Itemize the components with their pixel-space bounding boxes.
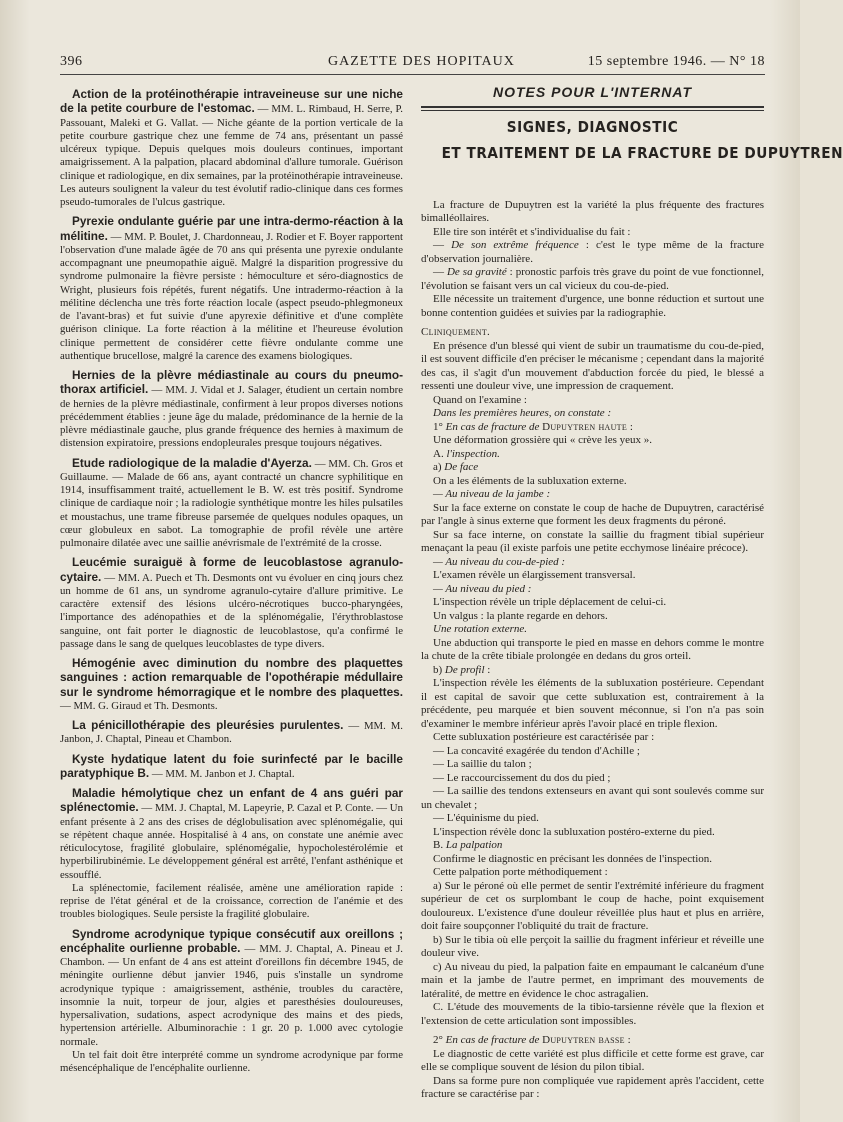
abstract-title: Kyste hydatique latent du foie surinfecté par le bacille paratyphique B. xyxy=(60,751,403,780)
abstract-title: Syndrome acrodynique typique consécutif aux oreillons ; encéphalite ourlienne probable. xyxy=(60,926,403,955)
emphasis: En cas de fracture de xyxy=(445,1034,540,1046)
paragraph: a) De face xyxy=(433,461,479,473)
paragraph: L'inspection révèle donc la subluxation postéro-externe du pied. xyxy=(433,825,715,838)
abstract xyxy=(60,215,403,363)
paragraph: On a les éléments de la subluxation externe. xyxy=(433,474,627,487)
abstract xyxy=(60,719,403,747)
paragraph: B. La palpation xyxy=(433,839,503,851)
emphasis: — Au niveau du cou-de-pied : xyxy=(433,555,566,568)
abstract-title: Leucémie suraiguë à forme de leucoblastose agranulo-cytaire. xyxy=(60,555,403,584)
article-title-line2: ET TRAITEMENT DE LA FRACTURE DE DUPUYTREN xyxy=(441,143,843,162)
paragraph xyxy=(421,623,764,637)
page-header xyxy=(60,54,765,74)
emphasis: La palpation xyxy=(445,839,503,851)
paragraph: L'inspection révèle les éléments de la subluxation postérieure. Cependant il est capital de savoir que cette subluxation est, contrairement à la précédente, peu marquée et bien souvent méconnue, si l'on n'a pas soin d'examiner le membre inférieur après l'avoir placé en triple flexion. xyxy=(421,677,764,730)
abstract-body: — MM. A. Puech et Th. Desmonts ont vu évoluer en cinq jours chez un homme de 61 ans, un syndrome agranulo-cytaire d'allure primitive. Le caractère extensif des lésions ulcéro-nécrotiques bucco-pharyngées, l'importance des adénopathies et de la splénomégalie, l'érythroblastose sanguine, ont fait porter le diagnostic de leucoblastose, qu'a confirmé le passage dans le sang de quelques leucoblastes de type divers. xyxy=(60,571,404,650)
paragraph: — La concavité exagérée du tendon d'Achille ; xyxy=(433,744,640,757)
emphasis: Une rotation externe. xyxy=(433,623,527,635)
abstract xyxy=(60,928,403,1049)
abstract-body: — MM. J. Chaptal, A. Pineau et J. Chambon. — Un enfant de 4 ans est atteint d'oreillons fin décembre 1945, de méningite ourlienne début janvier 1946, puis s'installe un syndrome acrodynique typique : amaigrissement, asthénie, troubles du caractère, insomnie la nuit, torpeur de jour, algies et paresthésies douloureuses, hypersalivation, sudations, aspect acrodynique des mains et des pieds, hypertension artérielle. Albuminorachie : 1 gr. 20 p. 1.000 avec cytologie normale. xyxy=(60,942,403,1048)
emphasis: De profil xyxy=(444,663,485,676)
paragraph: L'examen révèle un élargissement transversal. xyxy=(433,569,636,581)
abstract-body: — MM. P. Boulet, J. Chardonneau, J. Rodier et F. Boyer rapportent l'observation d'une malade âgée de 70 ans qui présenta une pyrexie ondulante accompagnant une pneumopathie aiguë. Malgré la disparition progressive du syndrome pulmonaire la fièvre persiste : hémoculture et séro-diagnostics de Wright, plusieurs fois répétés, furent négatifs. Une intradermo-réaction à la mélitine déclencha une très forte réaction locale (aspect pseudo-phlegmoneux de l'avant-bras) et fut suivie d'une apyrexie définitive et d'une complète guérison clinique. La forte réaction à la mélitine et l'heureuse évolution clinique permettent de considérer cette fièvre ondulante comme une authentique brucellose, malgré la carence des examens biologiques. xyxy=(60,230,403,362)
paragraph: Sur la face externe on constate le coup de hache de Dupuytren, caractérisé par l'angle à sinus externe que forment les deux fragments du péroné. xyxy=(421,501,764,527)
paragraph: En présence d'un blessé qui vient de subir un traumatisme du cou-de-pied, il est souvent difficile d'en préciser le mécanisme ; cependant dans la majorité des cas, il s'agit d'un mouvement d'abduction forcée du pied, le blessé a ressenti une douleur vive, une impression de craquement. xyxy=(421,339,764,392)
paragraph: Le diagnostic de cette variété est plus difficile et cette forme est grave, car elle se complique souvent de lésion du pilon tibial. xyxy=(421,1047,764,1073)
emphasis: De face xyxy=(444,461,479,473)
abstract xyxy=(60,753,403,782)
abstract-title: Maladie hémolytique chez un enfant de 4 ans guéri par splénectomie. xyxy=(60,786,403,815)
paragraph xyxy=(421,488,764,502)
abstract-body: — MM. G. Giraud et Th. Desmonts. xyxy=(60,699,218,712)
emphasis: De sa gravité xyxy=(446,266,507,278)
abstract-body: — MM. M. Janbon et J. Chaptal. xyxy=(151,767,295,780)
paragraph: c) Au niveau du pied, la palpation faite en empaumant le calcanéum d'une main et la jambe de l'autre permet, en imprimant des mouvements de latéralité, de mettre en évidence le choc astragalien. xyxy=(421,960,764,1000)
section-heading: NOTES POUR L'INTERNAT xyxy=(492,84,693,100)
abstract-body: — MM. J. Chaptal, M. Lapeyrie, P. Cazal et P. Conte. — Un enfant présente à 2 ans des crises de déglobulisation avec splénomégalie, qui se répètent chaque année. Hospitalisé à 4 ans, on constate une anémie avec réticulocytose, fragilité globulaire, splénomégalie, hypocholestérolémie et hyperbilirubinémie. Le développement général est arrêté, l'enfant asthénique et essoufflé. xyxy=(60,802,404,881)
abstract-body: — MM. L. Rimbaud, H. Serre, P. Passouant, Maleki et G. Vallat. — Niche géante de la portion verticale de la petite courbure gastrique chez une femme de 74 ans, présentant un passé ulcéreux typique. Depuis quelques mois douleurs continues, important amaigrissement. A la palpation, placard abdominal d'allure tumorale. Guérison clinique et radiologique, en dix semaines, par la protéinothérapie intraveineuse. Les auteurs soulignent la valeur du test évolutif radio-clinique dans ces formes pseudo-tumorales de l'ulcus gastrique. xyxy=(60,103,404,208)
smallcaps: Dupuytren haute xyxy=(542,420,628,433)
abstract xyxy=(60,556,403,651)
emphasis: De son extrême fréquence xyxy=(451,239,579,251)
abstract-continued xyxy=(60,1049,403,1076)
abstract xyxy=(60,457,403,551)
paragraph: La fracture de Dupuytren est la variété la plus fréquente des fractures bimalléollaires. xyxy=(421,198,764,224)
abstract-body: — MM. M. Janbon, J. Chaptal, Pineau et Chambon. xyxy=(60,720,403,746)
paragraph: Confirme le diagnostic en précisant les données de l'inspection. xyxy=(433,852,713,865)
paragraph: Quand on l'examine : xyxy=(433,393,527,406)
right-column xyxy=(421,82,843,1102)
paragraph: Cette palpation porte méthodiquement : xyxy=(433,866,608,878)
paragraph: Elle nécessite un traitement d'urgence, une bonne réduction et surtout une bonne contention guidées et suivies par la radiographie. xyxy=(421,293,764,319)
abstract-body: — MM. Ch. Gros et Guillaume. — Malade de 66 ans, ayant contracté un chancre syphilitique en 1914, insuffisamment traité, actuellement le B. W. est très positif. Syndrome clinique de cardiaque noir ; la radiologie synthétique montre les hiles pulsatiles et moustachus, une trame fibreuse parsemée de quelques nodules opaques, un cœur globuleux en sabot. La tomographie de profil révèle une artère pulmonaire dilatée avec une saillie anévrismale de l'extrémité de la crosse. xyxy=(60,457,404,549)
article-title-line1: SIGNES, DIAGNOSTIC xyxy=(506,117,679,136)
abstract-title: Action de la protéinothérapie intraveineuse sur une niche de la petite courbure de l'estomac. xyxy=(60,87,403,116)
journal-title: GAZETTE DES HOPITAUX xyxy=(328,54,515,69)
subheading-cliniquement: Cliniquement. xyxy=(421,326,491,338)
header-rule xyxy=(60,74,765,75)
paragraph: Une abduction qui transporte le pied en masse en dehors comme le montre la chute de la crête tibiale prolongée en dedans du gros orteil. xyxy=(421,636,764,662)
emphasis: — Au niveau du pied : xyxy=(433,582,532,595)
paragraph: — L'équinisme du pied. xyxy=(433,812,539,824)
section-rule xyxy=(421,106,764,111)
emphasis: — Au niveau de la jambe : xyxy=(433,488,551,500)
paragraph: Une déformation grossière qui « crève les yeux ». xyxy=(433,434,653,446)
paragraph: — De son extrême fréquence : c'est le type même de la fracture d'observation journalière. xyxy=(421,239,764,265)
paragraph: Dans sa forme pure non compliquée vue rapidement après l'accident, cette fracture se caractérise par : xyxy=(421,1074,764,1100)
paragraph: — Le raccourcissement du dos du pied ; xyxy=(433,771,611,784)
left-column xyxy=(60,88,403,1081)
paragraph: b) Sur le tibia où elle perçoit la saillie du fragment inférieur et réveille une douleur vive. xyxy=(421,933,764,959)
paragraph xyxy=(421,583,764,597)
abstract xyxy=(60,657,403,713)
paragraph: — De sa gravité : pronostic parfois très grave du point de vue fonctionnel, l'évolution se faisant vers un cal vicieux du cou-de-pied. xyxy=(421,266,765,292)
abstract-title: Pyrexie ondulante guérie par une intra-dermo-réaction à la mélitine. xyxy=(60,214,403,243)
paragraph: — La saillie du talon ; xyxy=(433,758,532,770)
abstract xyxy=(60,369,403,451)
spacer xyxy=(421,163,764,199)
abstract-title: Etude radiologique de la maladie d'Ayerza. xyxy=(72,455,312,470)
paragraph: Un valgus : la plante regarde en dehors. xyxy=(433,609,608,622)
paragraph: Elle tire son intérêt et s'individualise du fait : xyxy=(433,225,631,238)
abstract-body: — MM. J. Vidal et J. Salager, étudient un certain nombre de hernies de la plèvre médiastinale, confirment à leur propos diverses notions précédemment établies : jeune âge du malade, prédominance de la hernie de la plèvre médiastinale gauche, plus grande fréquence des hernies à maximum de distension expiratoire, pressions endopleurales presque toujours négatives. xyxy=(60,384,403,450)
paragraph xyxy=(421,407,764,421)
abstract xyxy=(60,787,403,882)
emphasis: En cas de fracture de xyxy=(445,420,540,433)
paragraph: L'inspection révèle un triple déplacement de celui-ci. xyxy=(433,596,667,608)
abstract-title: Hémogénie avec diminution du nombre des plaquettes sanguines : action remarquable de l'opothérapie médullaire sur le syndrome hémorragique et le nombre des plaquettes. xyxy=(60,656,403,699)
paragraph: Cette subluxation postérieure est caractérisée par : xyxy=(433,731,655,743)
abstract-title: La pénicillothérapie des pleurésies purulentes. xyxy=(72,718,344,732)
abstract-continued xyxy=(60,882,403,922)
emphasis: Dans les premières heures, on constate : xyxy=(433,407,612,419)
issue-date: 15 septembre 1946. — N° 18 xyxy=(587,54,765,69)
abstract-title: Hernies de la plèvre médiastinale au cours du pneumo-thorax artificiel. xyxy=(60,368,403,397)
paragraph: C. L'étude des mouvements de la tibio-tarsienne révèle que la flexion et l'extension de cette articulation sont impossibles. xyxy=(421,1001,764,1027)
abstract-body: La splénectomie, facilement réalisée, amène une amélioration rapide : reprise de l'état général et de la croissance, correction de l'anémie et des troubles biologiques. Seule persiste la fragilité globulaire. xyxy=(60,881,403,921)
paragraph: 2° En cas de fracture de Dupuytren basse : xyxy=(433,1034,631,1046)
paragraph: 1° En cas de fracture de Dupuytren haute : xyxy=(433,420,633,433)
abstract xyxy=(60,88,403,209)
paragraph: b) De profil : xyxy=(433,663,491,676)
paragraph: a) Sur le péroné où elle permet de sentir l'extrémité inférieure du fragment supérieur de cet os surplombant le coup de hache, point exquisement douloureux. L'existence d'une douleur réveillée plus haut et plus en arrière, doit faire soupçonner l'obliquité du trait de fracture. xyxy=(421,879,764,932)
page-number: 396 xyxy=(60,54,83,69)
abstract-body: Un tel fait doit être interprété comme un syndrome acrodynique par forme mésencéphalique de l'encéphalite ourlienne. xyxy=(60,1048,403,1074)
emphasis: l'inspection. xyxy=(446,447,500,460)
paragraph: Sur sa face interne, on constate la saillie du fragment tibial supérieur menaçant la peau (il existe parfois une petite ecchymose linéaire précoce). xyxy=(421,528,764,554)
paragraph xyxy=(421,556,764,570)
smallcaps: Dupuytren basse xyxy=(542,1034,625,1046)
paragraph: — La saillie des tendons extenseurs en avant qui sont soulevés comme sur un chevalet ; xyxy=(421,785,764,811)
paragraph: A. l'inspection. xyxy=(433,447,500,460)
